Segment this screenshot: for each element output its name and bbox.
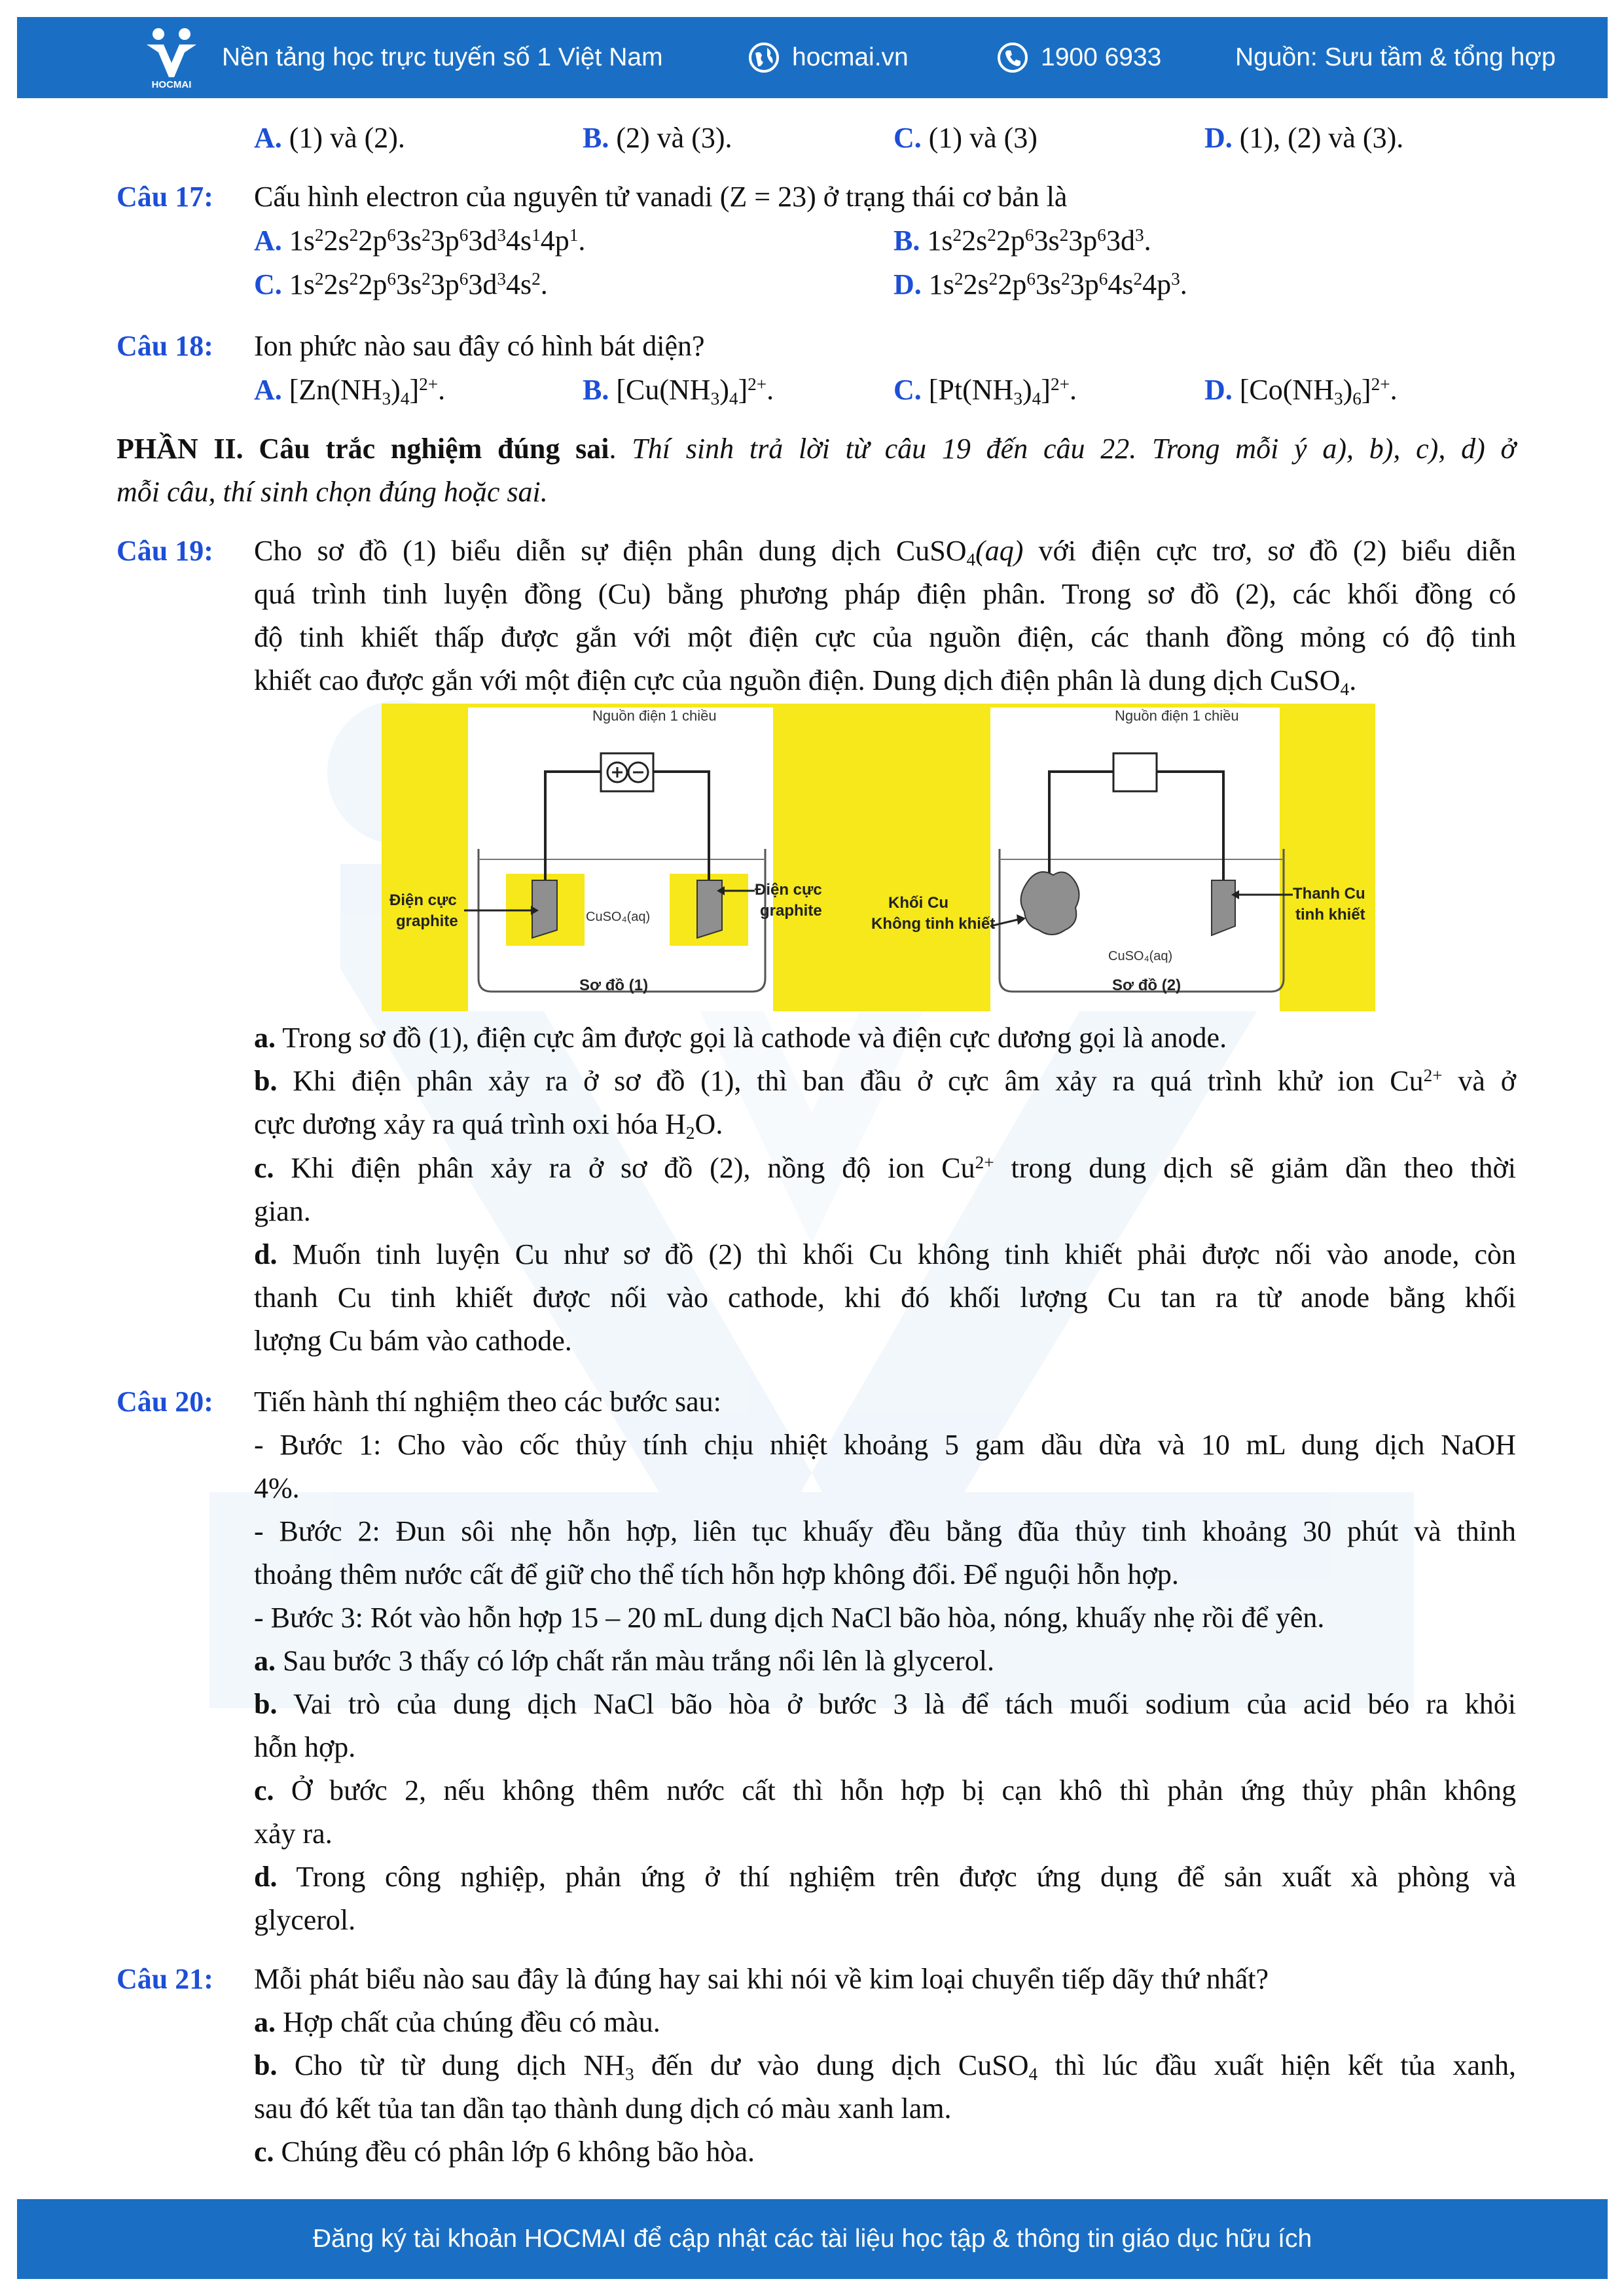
q16-option-c: C. (1) và (3) [893,122,1038,154]
q21-statement-b-line1: b. Cho từ từ dung dịch $NH_3$ đến dư vào dung dịch CuSO$_4$ thì lúc đầu xuất hiện kết tủa xanh, [254,2049,1516,2084]
q19-label: Câu 19: [117,535,213,567]
d2-left-label-2: Không tinh khiết [871,915,996,933]
header-phone[interactable] [996,17,1161,98]
d1-solution-label: CuSO₄(aq) [586,910,651,924]
q18-option-a: A. $[Zn(NH_3)_4]^{2+}$. [254,374,446,408]
part2-instruction: mỗi câu, thí sinh chọn đúng hoặc sai. [117,476,548,508]
q19-statement-d-line2: thanh Cu tinh khiết được nối vào cathode, khi đó khối lượng Cu tan ra từ anode bằng khối [254,1282,1516,1314]
q20-step1-line2: 4%. [254,1472,300,1504]
phone-icon [996,41,1029,74]
d2-power-label: Nguồn điện 1 chiều [1115,708,1239,724]
website-text: hocmai.vn [792,43,909,71]
q16-option-d: D. (1), (2) và (3). [1204,122,1404,154]
q17-stem: Cấu hình electron của nguyên tử vanadi (Z = 23) ở trạng thái cơ bản là [254,181,1068,213]
q19-statement-b-line2: cực dương xảy ra quá trình oxi hóa $H_2O$. [254,1108,723,1143]
d2-left-label-1: Khối Cu [888,894,948,912]
q17-option-c: C. $1s^22s^22p^63s^23p^63d^34s^2$. [254,268,548,300]
hocmai-logo [132,25,211,90]
electrolysis-figure [382,704,1375,1011]
q19-statement-c-line2: gian. [254,1195,311,1227]
q21-statement-c: c. Chúng đều có phân lớp 6 không bão hòa. [254,2136,755,2168]
d1-power-label: Nguồn điện 1 chiều [592,708,717,724]
q20-step2-line1: - Bước 2: Đun sôi nhẹ hỗn hợp, liên tục khuấy đều bằng đũa thủy tinh khoảng 30 phút và thỉnh [254,1515,1516,1547]
d2-right-label-1: Thanh Cu [1293,885,1365,903]
q18-option-c: C. $[Pt(NH_3)_4]^{2+}$. [893,374,1077,408]
footer-text[interactable]: Đăng ký tài khoản HOCMAI để cập nhật các tài liệu học tập & thông tin giáo dục hữu ích [312,2225,1312,2253]
q19-statement-c-line1: c. Khi điện phân xảy ra ở sơ đồ (2), nồng độ ion $Cu^{2+}$ trong dung dịch sẽ giảm dần theo thời [254,1152,1517,1184]
header-website[interactable] [748,17,909,98]
q19-statement-d-line3: lượng Cu bám vào cathode. [254,1325,572,1357]
q20-statement-d-line1: d. Trong công nghiệp, phản ứng ở thí nghiệm trên được ứng dụng để sản xuất xà phòng và [254,1861,1516,1893]
q17-option-d: D. $1s^22s^22p^63s^23p^64s^24p^3$. [893,268,1187,300]
d1-left-label-1: Điện cực [389,891,457,909]
q18-stem: Ion phức nào sau đây có hình bát diện? [254,330,705,362]
d1-right-label-1: Điện cực [755,881,822,899]
svg-text:HOCMAI: HOCMAI [151,79,192,90]
q21-statement-a: a. Hợp chất của chúng đều có màu. [254,2006,660,2038]
q19-statement-d-line1: d. Muốn tinh luyện Cu như sơ đồ (2) thì khối Cu không tinh khiết phải được nối vào anode, còn [254,1238,1516,1270]
page-header [17,17,1608,98]
q16-option-a: A. (1) và (2). [254,122,405,154]
d1-electrode-right [697,880,722,938]
d2-caption: Sơ đồ (2) [1112,977,1182,994]
header-slogan: Nền tảng học trực tuyến số 1 Việt Nam [222,43,663,71]
q19-stem-3: độ tinh khiết thấp được gắn với một điện cực của nguồn điện, các thanh đồng mỏng có độ tinh [254,621,1516,653]
q18-option-d: D. $[Co(NH_3)_6]^{2+}$. [1204,374,1398,408]
q20-statement-a: a. Sau bước 3 thấy có lớp chất rắn màu trắng nổi lên là glycerol. [254,1645,994,1677]
phone-text: 1900 6933 [1041,43,1162,71]
part2-heading: PHẦN II. Câu trắc nghiệm đúng sai. Thí sinh trả lời từ câu 19 đến câu 22. Trong mỗi ý a), b), c), d) ở [117,433,1516,465]
q17-option-a: A. $1s^22s^22p^63s^23p^63d^34s^14p^1$. [254,224,586,257]
q20-step2-line2: thoảng thêm nước cất để giữ cho thể tích hỗn hợp không đổi. Để nguội hỗn hợp. [254,1558,1179,1590]
q21-statement-b-line2: sau đó kết tủa tan dần tạo thành dung dịch có màu xanh lam. [254,2092,952,2125]
q19-stem-4: khiết cao được gắn với một điện cực của nguồn điện. Dung dịch điện phân là dung dịch CuSO$_4$. [254,664,1357,699]
q20-step1-line1: - Bước 1: Cho vào cốc thủy tính chịu nhiệt khoảng 5 gam dầu dừa và 10 mL dung dịch NaOH [254,1429,1516,1461]
q19-statement-a: a. Trong sơ đồ (1), điện cực âm được gọi là cathode và điện cực dương gọi là anode. [254,1022,1227,1054]
q19-stem-2: quá trình tinh luyện đồng (Cu) bằng phương pháp điện phân. Trong sơ đồ (2), các khối đồng có [254,578,1516,610]
d2-impure-copper [1021,872,1079,935]
q20-step3: - Bước 3: Rót vào hỗn hợp 15 – 20 mL dung dịch NaCl bão hòa, nóng, khuấy nhẹ rồi để yên. [254,1602,1325,1634]
q20-statement-c-line2: xảy ra. [254,1818,333,1850]
globe-icon [748,41,780,74]
d2-right-label-2: tinh khiết [1295,906,1365,924]
q19-statement-b-line1: b. Khi điện phân xảy ra ở sơ đồ (1), thì ban đầu ở cực âm xảy ra quá trình khử ion $Cu^{2+}$ và ở [254,1065,1516,1097]
q20-label: Câu 20: [117,1386,213,1418]
q21-label: Câu 21: [117,1963,213,1995]
q20-statement-c-line1: c. Ở bước 2, nếu không thêm nước cất thì hỗn hợp bị cạn khô thì phản ứng thủy phân không [254,1774,1516,1806]
q18-label: Câu 18: [117,330,213,362]
q17-label: Câu 17: [117,181,213,213]
d2-pure-copper [1212,880,1235,935]
q20-statement-b-line1: b. Vai trò của dung dịch NaCl bão hòa ở bước 3 là để tách muối sodium của acid béo ra khỏi [254,1688,1516,1720]
page-footer [17,2199,1608,2279]
q19-stem-1: Cho sơ đồ (1) biểu diễn sự điện phân dung dịch CuSO$_4$(aq) với điện cực trơ, sơ đồ (2) biểu diễn [254,535,1516,569]
d2-solution-label: CuSO₄(aq) [1108,949,1173,963]
d1-caption: Sơ đồ (1) [579,977,649,994]
d1-left-label-2: graphite [396,912,458,930]
d1-right-label-2: graphite [760,902,822,920]
header-source: Nguồn: Sưu tầm & tổng hợp [1235,43,1556,71]
q20-statement-b-line2: hỗn hợp. [254,1731,356,1763]
q16-option-b: B. (2) và (3). [583,122,732,154]
q20-statement-d-line2: glycerol. [254,1904,356,1936]
q17-option-b: B. $1s^22s^22p^63s^23p^63d^3$. [893,224,1151,257]
q20-stem: Tiến hành thí nghiệm theo các bước sau: [254,1386,721,1418]
power-source-2 [1113,753,1157,791]
q18-option-b: B. $[Cu(NH_3)_4]^{2+}$. [583,374,774,408]
q21-stem: Mỗi phát biểu nào sau đây là đúng hay sai khi nói về kim loại chuyển tiếp dãy thứ nhất? [254,1963,1269,1995]
